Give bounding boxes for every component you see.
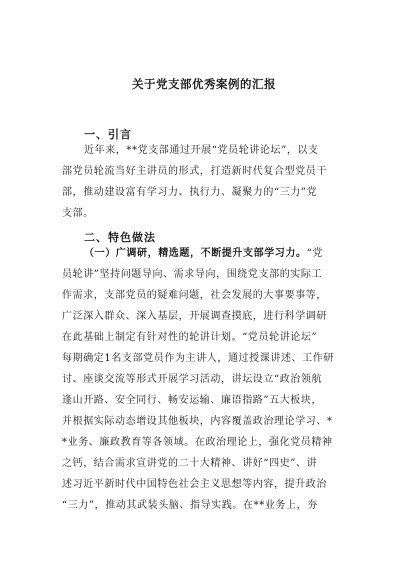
- paragraph-line: 讨、座谈交流等形式开展学习活动，讲坛设立“政治领航: [62, 374, 323, 385]
- introduction-paragraph: [62, 140, 352, 224]
- paragraph-line: 逢山开路、安全同行、畅安运输、廉语指路”五大板块，: [62, 395, 323, 406]
- paragraph-line: 员轮讲”坚持问题导向、需求导向，围绕党支部的实际工: [62, 269, 323, 280]
- paragraph-line: “三力”，推动其武装头脑、指导实践。在**业务上，夯: [62, 500, 318, 511]
- practices-paragraph: [62, 243, 352, 516]
- paragraph-line: *业务、廉政教育等各领域。在政治理论上，强化党员精神: [62, 437, 333, 448]
- paragraph-line: 近年来，**党支部通过开展“党员轮讲论坛”，以支: [84, 145, 319, 156]
- document-title: 关于党支部优秀案例的汇报: [132, 77, 276, 91]
- section-heading-practices: 二、特色做法: [84, 231, 156, 244]
- section-heading-introduction: 一、引言: [84, 128, 132, 141]
- paragraph-line-tail: “党: [306, 248, 323, 259]
- paragraph-line: 作需求，支部党员的疑难问题，社会发展的大事要事等，: [62, 290, 327, 301]
- paragraph-line: 支部。: [62, 208, 94, 219]
- paragraph-line: 述习近平新时代中国特色社会主义思想等内容，提升政治: [62, 479, 327, 490]
- paragraph-line: 每期确定1名支部党员作为主讲人，通过授课讲述、工作研: [62, 353, 334, 364]
- paragraph-line: 在此基础上制定有针对性的轮讲计划。“党员轮讲论坛”: [62, 332, 318, 343]
- paragraph-first-line: [62, 243, 352, 264]
- paragraph-line: 并根据实际动态增设其他板块，内容覆盖政治理论学习、*: [62, 416, 333, 427]
- paragraph-line: 广泛深入群众、深入基层，开展调查摸底，进行科学调研: [62, 311, 327, 322]
- subsection-heading: （一）广调研，精选题，不断提升支部学习力。: [84, 248, 307, 259]
- paragraph-line: 部党员轮流当好主讲员的形式，打造新时代复合型党员干: [62, 166, 327, 177]
- paragraph-line: 之钙，结合需求宣讲党的二十大精神、讲好“四史”、讲: [62, 458, 318, 469]
- paragraph-line: 部，推动建设富有学习力、执行力、凝聚力的“三力”党: [62, 187, 318, 198]
